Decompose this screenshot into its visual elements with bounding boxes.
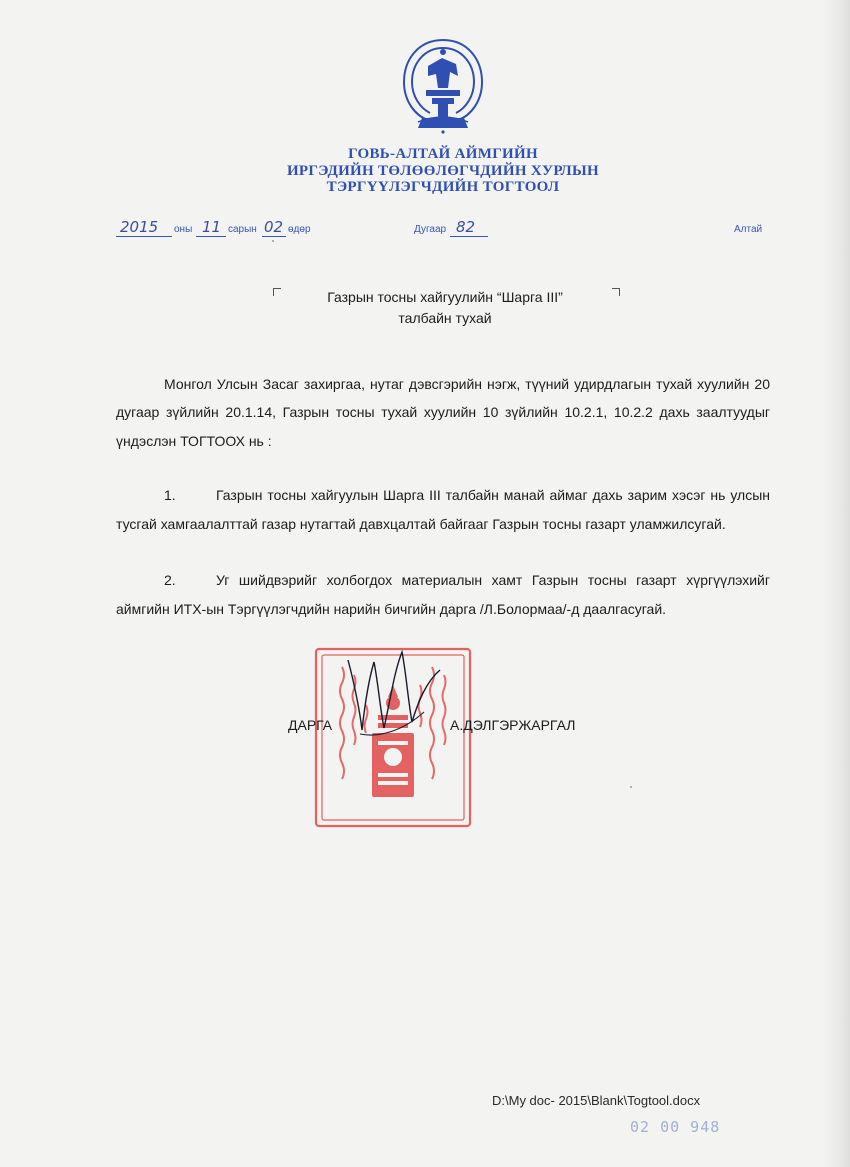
- date-number-line: [116, 219, 776, 243]
- resolution-item-1: [116, 481, 770, 538]
- handwritten-signature: [340, 642, 450, 752]
- signatory-name: А.ДЭЛГЭРЖАРГАЛ: [450, 717, 576, 733]
- scan-dot: [630, 786, 632, 788]
- preamble-paragraph: Монгол Улсын Засаг захиргаа, нутаг дэвсгэрийн нэгж, түүний удирдлагын тухай хуулийн 20 дугаар зүйлийн 20.1.14, Газрын тосны тухай хуулийн 10 зүйлийн 10.2.1, 10.2.2 дахь заалтуудыг үндэслэн ТОГТООХ нь :: [116, 376, 770, 449]
- item-number: 1.: [164, 487, 176, 503]
- title-line-3: ТЭРГҮҮЛЭГЧДИЙН ТОГТООЛ: [326, 179, 560, 195]
- date-day: 02: [264, 218, 284, 236]
- page-edge-shadow: [824, 0, 850, 1167]
- month-label: сарын: [228, 224, 257, 235]
- title-line-1: ГОВЬ-АЛТАЙ АЙМГИЙН: [348, 146, 538, 162]
- organization-title: [200, 146, 686, 196]
- item-text: Газрын тосны хайгуулын Шарга III талбайн манай аймаг дахь зарим хэсэг нь улсын тусгай хамгаалалттай газар нутагтай давхцалтай байгааг Газрын тосны газарт уламжилсугай.: [116, 487, 770, 532]
- faint-number-stamp: 02 00 948: [630, 1118, 721, 1136]
- subject-line-2: талбайн тухай: [398, 310, 492, 326]
- resolution-item-2: [116, 566, 770, 623]
- number-label: Дугаар: [414, 224, 447, 235]
- date-year: 2015: [120, 218, 159, 236]
- date-month: 11: [202, 218, 222, 236]
- file-path: D:\My doc- 2015\Blank\Togtool.docx: [492, 1093, 701, 1108]
- item-text: Уг шийдвэрийг холбогдох материалын хамт Газрын тосны газарт хүргүүлэхийг аймгийн ИТХ-ын Тэргүүлэгчдийн нарийн бичгийн дарга /Л.Болормаа/-д даалгасугай.: [116, 572, 770, 617]
- day-label: өдөр: [288, 224, 311, 235]
- document-number: 82: [456, 218, 476, 236]
- subject-line-1: Газрын тосны хайгуулийн “Шарга III”: [327, 289, 563, 305]
- year-label: оны: [174, 224, 193, 235]
- state-emblem-icon: [398, 36, 488, 134]
- title-line-2: ИРГЭДИЙН ТӨЛӨӨЛӨГЧДИЙН ХУРЛЫН: [286, 162, 600, 179]
- scan-dot: [272, 240, 274, 242]
- subject-heading: [260, 287, 630, 329]
- place-name: Алтай: [734, 224, 763, 235]
- signatory-title: ДАРГА: [288, 717, 333, 733]
- item-number: 2.: [164, 572, 176, 588]
